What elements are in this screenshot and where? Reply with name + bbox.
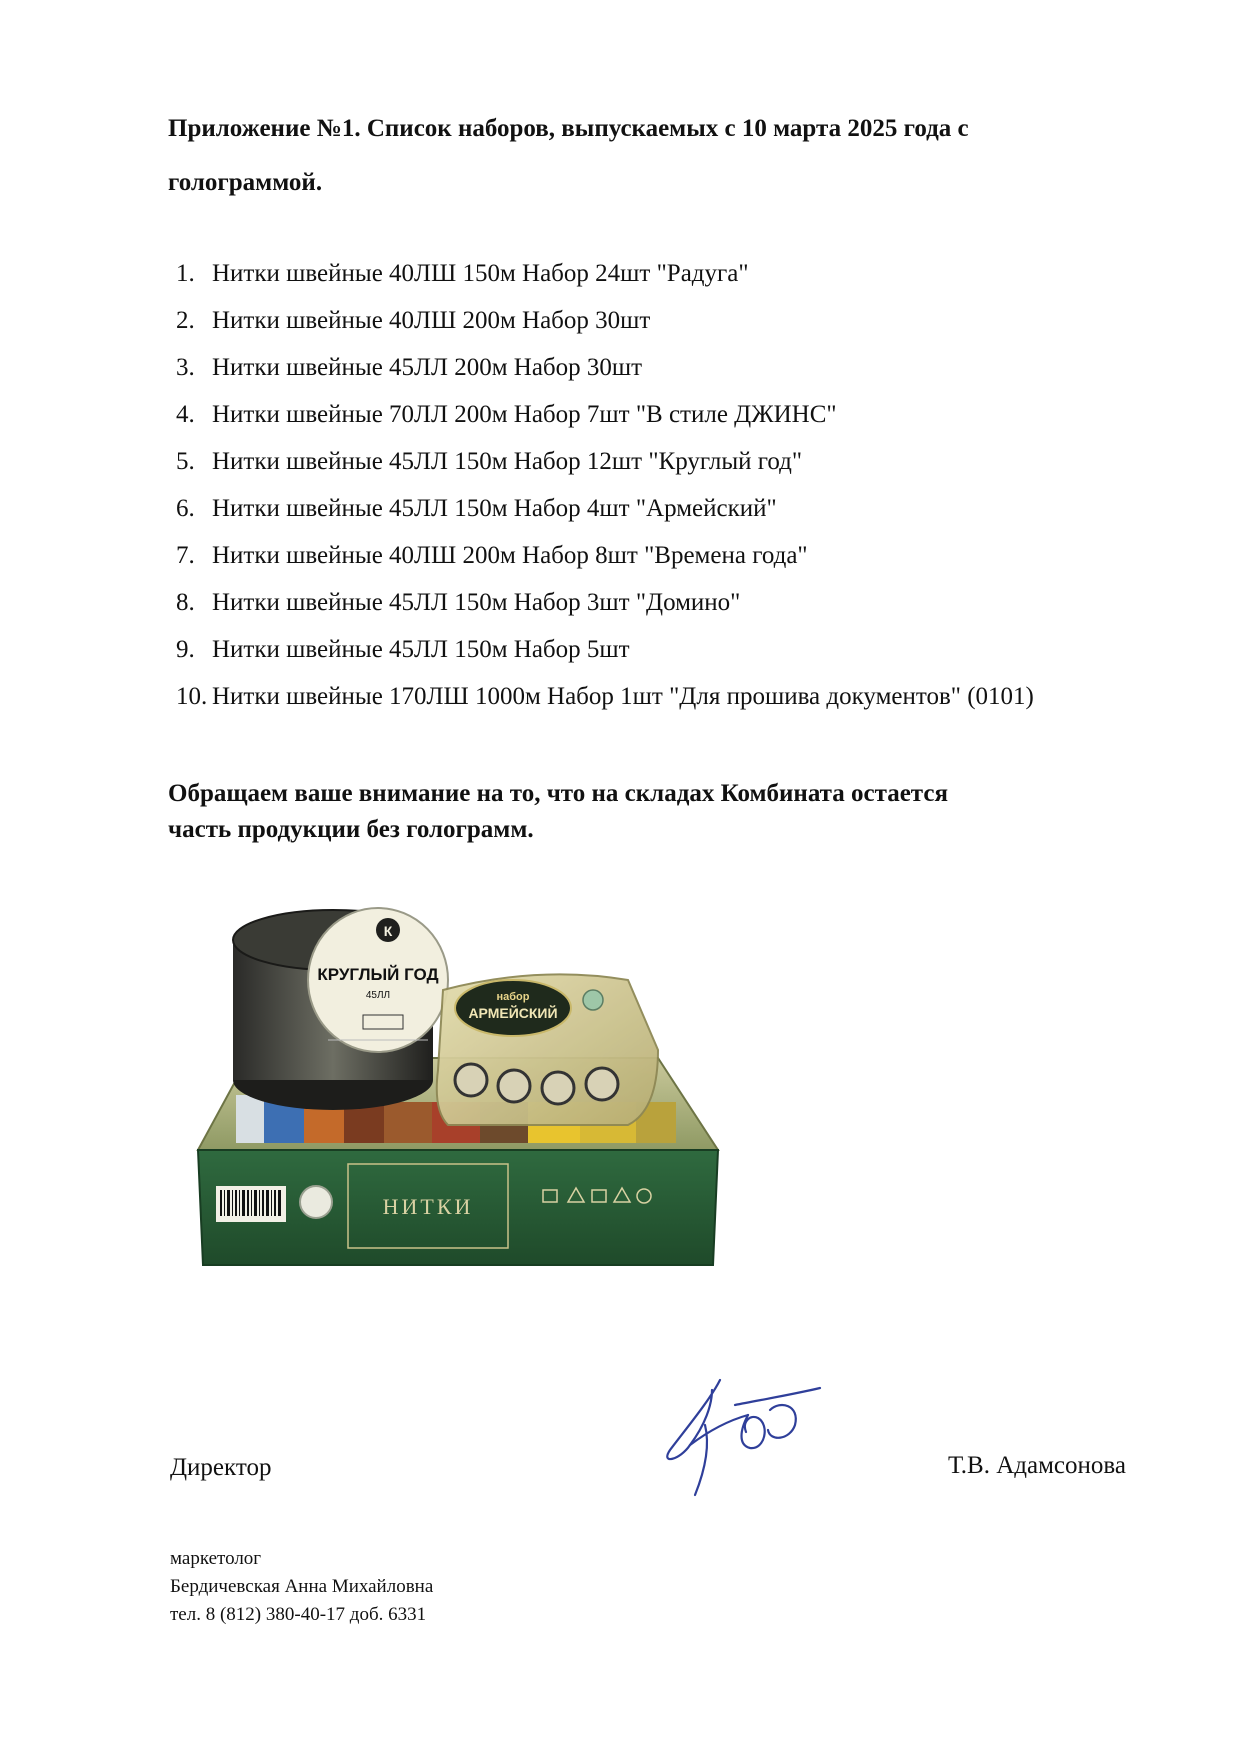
contact-person: Бердичевская Анна Михайловна (170, 1576, 434, 1597)
barcode-icon (216, 1186, 286, 1222)
army-pack (437, 974, 658, 1125)
jar-logo: К (383, 923, 393, 939)
list-item (168, 297, 1168, 344)
list-item-number: 6. (176, 495, 195, 522)
list-item (168, 579, 1168, 626)
pack-label-main: АРМЕЙСКИЙ (468, 1005, 558, 1021)
list-item (168, 626, 1168, 673)
list-item (168, 391, 1168, 438)
list-item-number: 1. (176, 260, 195, 287)
list-item-number: 10. (176, 683, 208, 710)
list-item-number: 3. (176, 354, 195, 381)
list-item-number: 9. (176, 636, 195, 663)
list-item-number: 7. (176, 542, 195, 569)
product-photo (188, 880, 748, 1275)
box-label: НИТКИ (382, 1194, 474, 1219)
list-item-text: Нитки швейные 70ЛЛ 200м Набор 7шт "В стиле ДЖИНС" (212, 401, 837, 428)
pack-label-top: набор (496, 991, 530, 1003)
list-item-text: Нитки швейные 40ЛШ 200м Набор 8шт "Времена года" (212, 542, 808, 569)
contact-block (170, 1545, 433, 1629)
list-item (168, 485, 1168, 532)
handwritten-signature (650, 1370, 830, 1500)
list-item-number: 8. (176, 589, 195, 616)
warehouse-notice (168, 776, 1128, 848)
document-heading (168, 102, 1153, 210)
list-item-number: 4. (176, 401, 195, 428)
list-item (168, 344, 1168, 391)
list-item-text: Нитки швейные 45ЛЛ 150м Набор 12шт "Круглый год" (212, 448, 803, 475)
signatory-name: Т.В. Адамсонова (948, 1452, 1126, 1479)
list-item-text: Нитки швейные 45ЛЛ 150м Набор 4шт "Армейский" (212, 495, 777, 522)
round-jar (233, 908, 448, 1110)
pack-hologram-icon (583, 990, 603, 1010)
list-item-text: Нитки швейные 40ЛШ 200м Набор 30шт (212, 307, 651, 334)
contact-phone: тел. 8 (812) 380-40-17 доб. 6331 (170, 1604, 427, 1625)
product-set-list (168, 250, 1168, 720)
contact-position: маркетолог (170, 1548, 262, 1569)
list-item-text: Нитки швейные 40ЛШ 150м Набор 24шт "Радуга" (212, 260, 749, 287)
hologram-sticker-icon (300, 1186, 332, 1218)
list-item-number: 2. (176, 307, 195, 334)
jar-subtitle: 45ЛЛ (365, 990, 391, 1001)
list-item-text: Нитки швейные 45ЛЛ 150м Набор 3шт "Домино" (212, 589, 741, 616)
list-item (168, 673, 1168, 720)
notice-line-2: часть продукции без голограмм. (168, 816, 534, 843)
heading-line-1: Приложение №1. Список наборов, выпускаемых с 10 марта 2025 года с (168, 115, 969, 142)
list-item-text: Нитки швейные 45ЛЛ 200м Набор 30шт (212, 354, 643, 381)
list-item (168, 532, 1168, 579)
list-item-number: 5. (176, 448, 195, 475)
jar-title: КРУГЛЫЙ ГОД (317, 965, 439, 984)
list-item-text: Нитки швейные 45ЛЛ 150м Набор 5шт (212, 636, 630, 663)
signatory-role: Директор (170, 1454, 272, 1481)
list-item-text: Нитки швейные 170ЛШ 1000м Набор 1шт "Для прошива документов" (0101) (212, 683, 1034, 710)
list-item (168, 438, 1168, 485)
heading-line-2: голограммой. (168, 169, 323, 196)
notice-line-1: Обращаем ваше внимание на то, что на складах Комбината остается (168, 780, 949, 807)
list-item (168, 250, 1168, 297)
